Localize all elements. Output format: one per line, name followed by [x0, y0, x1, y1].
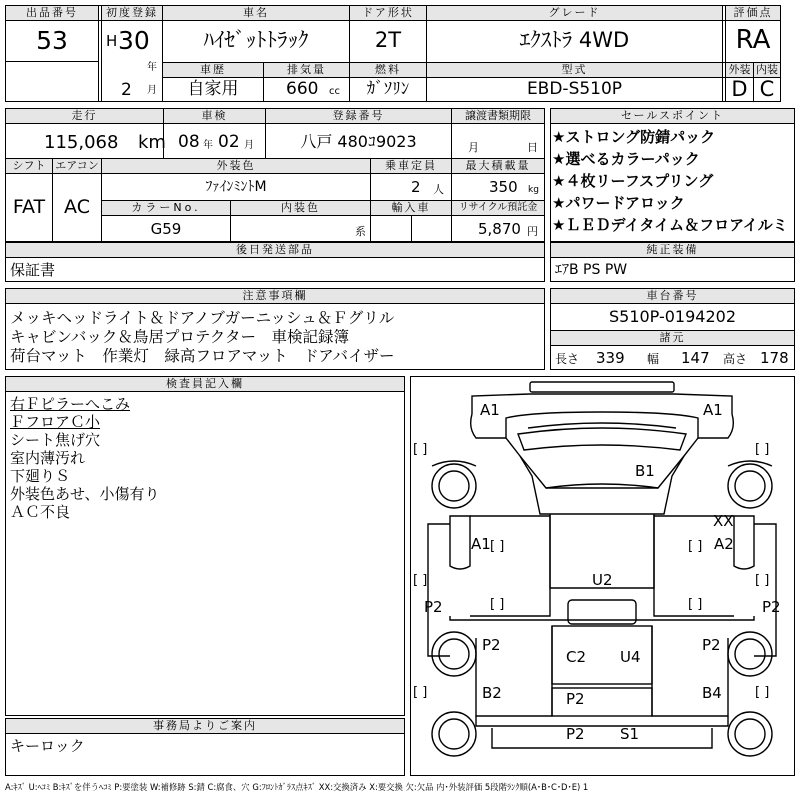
bracket-mark: [ ] — [490, 597, 505, 612]
shift-value: FAT — [12, 196, 46, 218]
inspector-line: 右Ｆピラーへこみ — [10, 395, 131, 413]
transfer-month-unit: 月 — [468, 141, 479, 154]
inspection-year: 08 — [178, 132, 200, 152]
door-type: 2T — [374, 28, 402, 52]
legend-footer: A:ｷｽﾞ U:ﾍｺﾐ B:ｷｽﾞを伴うﾍｺﾐ P:要塗装 W:補修跡 S:錆 C:腐食、穴 G:ﾌﾛﾝﾄｶﾞﾗｽ点ｷｽﾞ XX:交換済み X:要交換 欠:欠品 内･外装評価 5段階ﾗﾝｸ順(A･B･C･D･E) 1 — [5, 782, 589, 792]
damage-code-bed-right: U4 — [620, 648, 641, 666]
max-load-value: 350 — [489, 178, 518, 196]
color-no-label: カラーNo. — [102, 201, 230, 215]
registration-month-unit: 月 — [147, 85, 157, 96]
notes-line: メッキヘッドライト＆ドアノブガーニッシュ＆Ｆグリル — [10, 309, 395, 327]
registration-year: 30 — [118, 26, 150, 55]
office-value: キーロック — [10, 737, 85, 755]
inspector-line: ＡＣ不良 — [10, 503, 71, 521]
interior-grade-value: C — [759, 77, 775, 101]
lot-label: 出品番号 — [6, 6, 98, 20]
later-parts-value: 保証書 — [10, 261, 56, 279]
grade-label: グレード — [427, 6, 722, 20]
displacement-value: 660 — [286, 79, 319, 99]
width-value: 147 — [681, 349, 710, 367]
dimensions-label: 諸元 — [551, 331, 794, 345]
fuel-value: ｶﾞｿﾘﾝ — [366, 79, 410, 99]
width-label: 幅 — [647, 352, 660, 366]
equipment-label: 純正装備 — [551, 243, 794, 257]
bracket-mark: [ ] — [413, 685, 428, 700]
capacity-label: 乗車定員 — [371, 159, 451, 173]
inspector-label: 検査員記入欄 — [6, 377, 404, 391]
damage-code-rear-left: B2 — [482, 684, 502, 702]
max-load-unit: kg — [528, 185, 539, 195]
capacity-unit: 人 — [433, 183, 444, 196]
damage-code-pillar-right: P2 — [762, 598, 781, 616]
registration-month: 2 — [121, 80, 132, 100]
capacity-value: 2 — [411, 178, 421, 196]
grade-value: ｴｸｽﾄﾗ 4WD — [519, 28, 630, 52]
office-label: 事務局よりご案内 — [6, 719, 404, 733]
inspector-line: 室内薄汚れ — [10, 449, 86, 467]
aircon-value: AC — [64, 196, 90, 218]
shift-label: シフト — [6, 159, 52, 173]
damage-code-front-left: A1 — [480, 401, 500, 419]
fuel-label: 燃料 — [350, 63, 426, 77]
notes-label: 注意事項欄 — [6, 289, 544, 303]
later-parts-label: 後日発送部品 — [6, 243, 544, 257]
vehicle-details-table — [5, 108, 545, 242]
mileage-unit: km — [138, 132, 166, 153]
damage-code-rear-center: P2 — [566, 690, 585, 708]
sales-point-item: ★ストロング防錆パック — [552, 128, 716, 146]
bracket-mark: [ ] — [413, 442, 428, 457]
damage-code-pillar-left: P2 — [424, 598, 443, 616]
damage-code-floor: U2 — [592, 571, 613, 589]
door-label: ドア形状 — [350, 6, 426, 20]
mileage-label: 走行 — [6, 109, 163, 123]
chassis-label: 車台番号 — [551, 289, 794, 303]
displacement-unit: cc — [329, 86, 340, 97]
damage-code-bed-left: C2 — [566, 648, 587, 666]
damage-code-fender-left: P2 — [482, 636, 501, 654]
registration-era: H — [106, 32, 118, 50]
transfer-day-unit: 日 — [527, 141, 538, 154]
inspector-line: ＦフロアＣ小 — [10, 413, 101, 431]
notes-line: 荷台マット 作業灯 緑高フロアマット ドアバイザー — [10, 347, 395, 365]
damage-code-tail-right: S1 — [620, 725, 640, 743]
damage-code-rear-right: B4 — [702, 684, 722, 702]
bracket-mark: [ ] — [688, 597, 703, 612]
length-label: 長さ — [555, 352, 580, 366]
car-name: ﾊｲｾﾞｯﾄﾄﾗｯｸ — [203, 28, 309, 52]
inspection-month: 02 — [218, 132, 240, 152]
length-value: 339 — [596, 349, 625, 367]
damage-code-door-left: A1 — [471, 535, 491, 553]
inspector-line: 外装色あせ、小傷有り — [10, 485, 160, 503]
damage-code-tail-left: P2 — [566, 725, 585, 743]
equipment-value: ｴｱB PS PW — [555, 262, 628, 278]
ext-color-value: ﾌｧｲﾝﾐﾝﾄM — [205, 179, 267, 195]
exterior-grade-value: D — [731, 77, 748, 101]
bracket-mark: [ ] — [755, 573, 770, 588]
notes-line: キャビンバック＆鳥居プロテクター 車検記録簿 — [10, 328, 349, 346]
aircon-label: エアコン — [53, 159, 101, 173]
plate-number: 八戸 480ｺ9023 — [300, 132, 417, 151]
model-value: EBD-S510P — [526, 79, 623, 99]
bracket-mark: [ ] — [755, 442, 770, 457]
sales-point-item: ★選べるカラーパック — [552, 150, 700, 168]
int-color-suffix: 系 — [355, 225, 366, 238]
registration-label: 初度登録 — [102, 6, 162, 20]
recycle-unit: 円 — [527, 225, 538, 238]
sales-point-item: ★ＬＥＤデイタイム＆フロアイルミ — [552, 216, 788, 234]
bracket-mark: [ ] — [413, 573, 428, 588]
plate-label: 登録番号 — [266, 109, 451, 123]
height-label: 高さ — [723, 352, 748, 366]
sales-point-item: ★４枚リーフスプリング — [552, 172, 714, 190]
inspector-line: 下廻りＳ — [10, 467, 71, 485]
damage-code-xx: XX — [713, 512, 734, 530]
car-name-label: 車名 — [163, 6, 349, 20]
chassis-number: S510P-0194202 — [608, 307, 737, 326]
ext-color-label: 外装色 — [102, 159, 370, 173]
lot-number: 53 — [36, 26, 68, 55]
registration-year-unit: 年 — [147, 62, 157, 73]
sales-points-label: セールスポイント — [551, 109, 794, 123]
inspector-line: シート焦げ穴 — [10, 431, 101, 449]
bracket-mark: [ ] — [755, 685, 770, 700]
damage-code-front-right: A1 — [703, 401, 723, 419]
interior-grade-label: 内装 — [756, 63, 778, 76]
import-label: 輸入車 — [371, 201, 451, 215]
int-color-label: 内装色 — [231, 201, 370, 215]
bracket-mark: [ ] — [490, 539, 505, 554]
transfer-deadline-label: 譲渡書類期限 — [452, 109, 544, 123]
max-load-label: 最大積載量 — [452, 159, 544, 173]
mileage-value: 115,068 — [44, 132, 119, 153]
sales-point-item: ★パワードアロック — [552, 194, 685, 212]
bracket-mark: [ ] — [688, 539, 703, 554]
recycle-value: 5,870 — [478, 220, 521, 238]
height-value: 178 — [760, 349, 789, 367]
exterior-grade-label: 外装 — [726, 63, 753, 77]
displacement-label: 排気量 — [264, 63, 349, 77]
history-value: 自家用 — [187, 79, 239, 99]
damage-code-hood: B1 — [635, 462, 655, 480]
model-label: 型式 — [427, 63, 722, 77]
inspection-label: 車検 — [164, 109, 265, 123]
damage-code-fender-right: P2 — [702, 636, 721, 654]
recycle-label: リサイクル預託金 — [452, 201, 544, 215]
history-label: 車歴 — [163, 63, 263, 77]
inspection-year-unit: 年 — [203, 140, 213, 151]
score-label: 評価点 — [726, 6, 780, 20]
inspection-month-unit: 月 — [244, 140, 254, 151]
score-value: RA — [735, 25, 771, 55]
damage-code-door-right: A2 — [714, 535, 734, 553]
color-no-value: G59 — [150, 220, 182, 238]
